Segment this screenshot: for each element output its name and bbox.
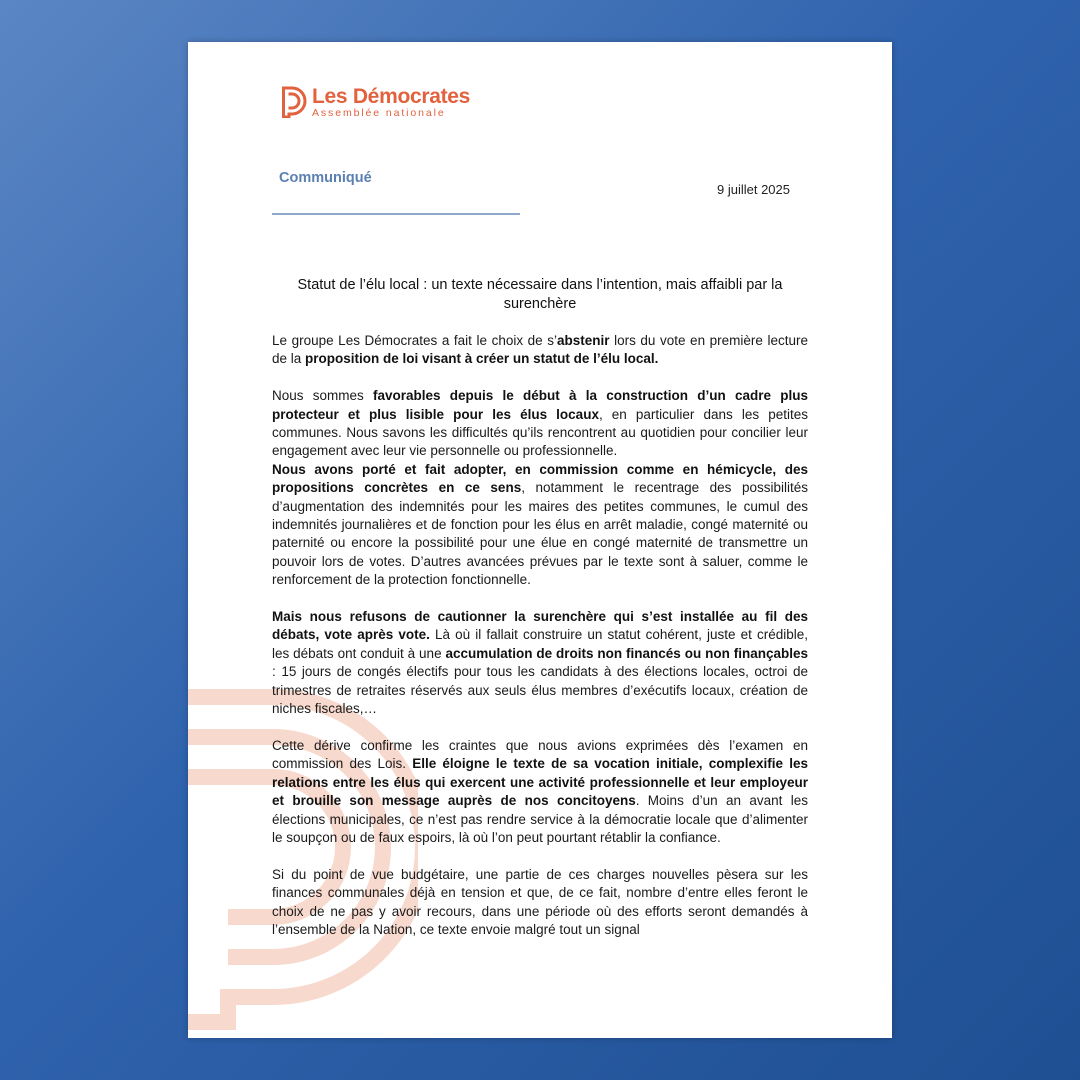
bold-text-run: Mais nous refusons de cautionner la surenchère qui s’est installée au fil des débats, vote après vote. [272, 609, 808, 643]
text-run: Le groupe Les Démocrates a fait le choix de s’ [272, 333, 557, 348]
text-run: . Moins d’un an avant les élections municipales, ce n’est pas rendre service à la démocratie locale que d’alimenter le soupçon ou de faux espoirs, là où l’on peut pourtant rétablir la confiance. [272, 793, 808, 845]
bold-text-run: favorables depuis le début à la construction d’un cadre plus protecteur et plus lisible pour les élus locaux [272, 388, 808, 422]
bold-text-run: Elle éloigne le texte de sa vocation initiale, complexifie les relations entre les élus qui exercent une activité professionnelle et leur employeur et brouille son message auprès de nos concitoyens [272, 756, 808, 809]
text-run: Nous sommes [272, 388, 374, 404]
text-run: , notamment le recentrage des possibilités d’augmentation des indemnités pour les maires des petites communes, le cumul des indemnités journalières et de fonction pour les élus en arrêt maladie, congé maternité ou paternité ou encore la possibilité pour une élue en congé maternité de transmettre un pouvoir lors de votes. D’autres avancées prévues par le texte sont à saluer, comme le renforcement de la protection fonctionnelle. [272, 480, 808, 588]
les-democrates-logo-icon [282, 86, 308, 118]
text-run: , en particulier dans les petites communes. Nous savons les difficultés qu’ils rencontrent au quotidien pour concilier leur engagement avec leur vie personnelle ou professionnelle. [272, 406, 808, 459]
text-run: : 15 jours de congés électifs pour tous les candidats à des élections locales, octroi de trimestres de retraites réservés aux seuls élus membres d’exécutifs locaux, création de niches fiscales,… [272, 664, 808, 717]
logo-subtitle: Assemblée nationale [312, 107, 446, 119]
text-run: lors du vote en première lecture de la [272, 333, 808, 367]
document-title: Statut de l’élu local : un texte nécessaire dans l’intention, mais affaibli par la surenchère [297, 277, 783, 312]
logo-name: Les Démocrates [312, 85, 471, 108]
header-divider [272, 213, 520, 215]
paragraph [272, 737, 808, 847]
bold-text-run: accumulation de droits non financés ou non finançables [445, 645, 808, 661]
text-run: Cette dérive confirme les craintes que nous avions exprimées dès l’examen en commission des Lois. [272, 737, 808, 772]
paragraph [272, 387, 808, 461]
paragraph [272, 332, 808, 369]
bold-text-run: abstenir [556, 333, 610, 348]
document-body [272, 332, 808, 939]
bold-text-run: Nous avons porté et fait adopter, en commission comme en hémicycle, des propositions concrètes en ce sens [272, 461, 808, 496]
text-run: Si du point de vue budgétaire, une partie de ces charges nouvelles pèsera sur les finances communales déjà en tension et que, de ce fait, nombre d’entre elles feront le choix de ne pas y avoir recours, dans une période où des efforts seront demandés à l’ensemble de la Nation, ce texte envoie malgré tout un signal [272, 866, 808, 937]
document-date: 9 juillet 2025 [717, 182, 790, 197]
text-run: Là où il fallait construire un statut cohérent, juste et crédible, les débats ont conduit à une [272, 627, 808, 661]
paragraph [272, 608, 808, 718]
logo [282, 86, 470, 119]
paragraph [272, 461, 808, 590]
document-type-label: Communiqué [279, 170, 372, 186]
paragraph [272, 866, 808, 940]
document-page [188, 42, 892, 1038]
bold-text-run: proposition de loi visant à créer un statut de l’élu local. [305, 351, 659, 367]
